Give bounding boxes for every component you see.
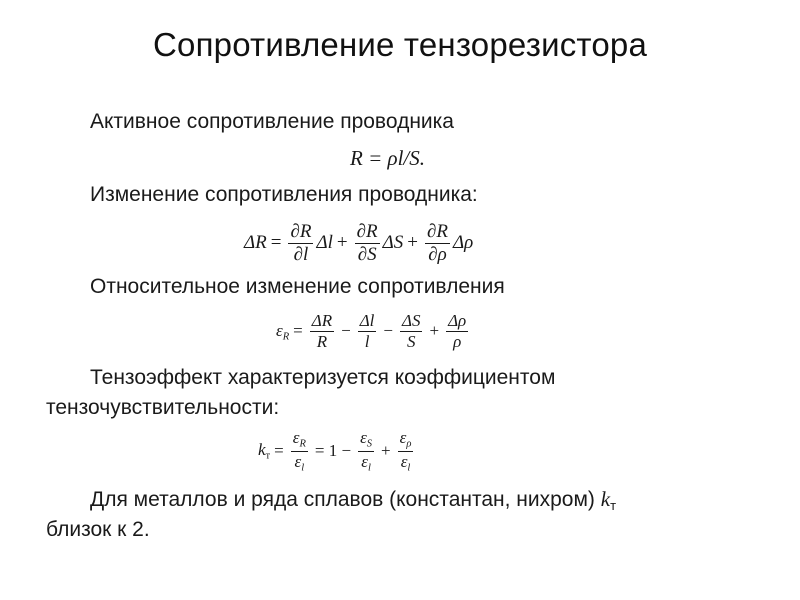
paragraph-metals-k-symbol: k (600, 487, 611, 511)
slide-title: Сопротивление тензорезистора (152, 26, 648, 63)
formula3-frac1-den: R (316, 331, 328, 351)
formula3-frac2-num: Δl (359, 311, 375, 330)
paragraph-tensoeffect-line2: тензочувствительности: (46, 396, 280, 419)
formula3-fraction-3 (400, 312, 422, 351)
formula2-fraction-2 (355, 222, 380, 265)
formula4-frac2-den-sub: l (367, 462, 371, 474)
formula3-equals: = (293, 321, 303, 341)
formula4-frac1-num-symbol: ε (292, 428, 300, 447)
formula4-frac1-num-sub: R (299, 438, 306, 450)
formula3-frac4-den: ρ (453, 331, 462, 351)
formula4-frac2-den-symbol: ε (361, 451, 368, 471)
formula4-frac1-den (293, 453, 307, 474)
formula4-plus: + (381, 441, 391, 461)
formula2-frac3-num: ∂R (427, 221, 449, 242)
formula4-frac1-den-sub: l (301, 462, 305, 474)
formula4-frac3-den-symbol: ε (400, 451, 408, 471)
formula3-lhs-symbol: ε (276, 320, 283, 340)
formula4-frac2-num-symbol: ε (360, 428, 367, 447)
formula4-lhs (258, 440, 270, 462)
paragraph-metals-line1 (90, 487, 616, 513)
formula4-frac2-num-sub: S (366, 438, 373, 450)
formula3-minus-1: − (341, 321, 351, 341)
formula4-frac3-den-sub: l (407, 462, 411, 474)
formula2-var-3: Δρ (453, 232, 474, 254)
formula3-frac3-den: S (406, 331, 416, 351)
formula-resistance: R = ρl/S. (350, 146, 425, 170)
formula-relative-change (276, 312, 471, 351)
formula-resistance-differential (244, 222, 473, 265)
formula2-var-2: ΔS (382, 232, 404, 254)
formula3-lhs-sub: R (282, 331, 290, 343)
formula3-frac3-num: ΔS (402, 311, 421, 330)
formula4-frac3-num-symbol: ε (399, 428, 407, 447)
formula2-var-1: Δl (316, 232, 333, 254)
formula4-fraction-3 (398, 429, 414, 474)
paragraph-relative-change: Относительное изменение сопротивления (90, 275, 505, 298)
formula3-frac1-num: ΔR (311, 311, 333, 330)
formula4-frac3-den (399, 453, 413, 474)
formula3-fraction-2 (358, 312, 377, 351)
formula3-frac2-den: l (364, 331, 370, 351)
formula2-frac3-den: ∂ρ (428, 243, 447, 265)
formula3-fraction-1 (310, 312, 334, 351)
formula3-frac4-num: Δρ (448, 311, 467, 330)
formula2-frac1-num: ∂R (290, 221, 312, 242)
formula4-frac2-num (358, 429, 374, 450)
formula4-lhs-symbol: k (258, 440, 266, 460)
formula4-equals: = (274, 441, 284, 461)
formula3-fraction-4 (446, 312, 468, 351)
paragraph-metals-line2: близок к 2. (46, 518, 150, 541)
formula2-fraction-1 (288, 222, 313, 265)
formula4-lhs-sub: т (265, 451, 271, 463)
paragraph-metals-text: Для металлов и ряда сплавов (константан, нихром) (90, 488, 595, 511)
paragraph-tensoeffect-line1: Тензоэффект характеризуется коэффициентом (90, 366, 556, 389)
formula4-frac3-num-sub: ρ (406, 438, 412, 450)
formula4-frac1-den-symbol: ε (294, 451, 302, 471)
formula4-frac2-den (359, 453, 373, 474)
formula4-equals-one-minus: = 1 − (314, 441, 352, 461)
formula2-fraction-3 (425, 222, 450, 265)
formula2-plus-2: + (407, 232, 419, 254)
formula-gauge-factor (258, 429, 416, 474)
formula2-plus-1: + (336, 232, 348, 254)
paragraph-active-resistance: Активное сопротивление проводника (90, 110, 454, 133)
formula4-fraction-1 (291, 429, 308, 474)
formula2-frac2-num: ∂R (356, 221, 378, 242)
paragraph-resistance-change: Изменение сопротивления проводника: (90, 183, 478, 206)
formula2-lhs: ΔR (244, 232, 267, 254)
formula4-fraction-2 (358, 429, 374, 474)
formula4-frac1-num (291, 429, 308, 450)
formula3-lhs (276, 321, 289, 343)
paragraph-metals-k (601, 487, 616, 511)
formula4-frac3-num (398, 429, 414, 450)
formula2-frac2-den: ∂S (357, 243, 377, 265)
formula2-equals: = (270, 232, 282, 254)
formula3-plus: + (429, 321, 440, 341)
formula2-frac1-den: ∂l (293, 243, 309, 265)
paragraph-metals-k-sub: т (610, 497, 617, 513)
formula3-minus-2: − (383, 321, 393, 341)
